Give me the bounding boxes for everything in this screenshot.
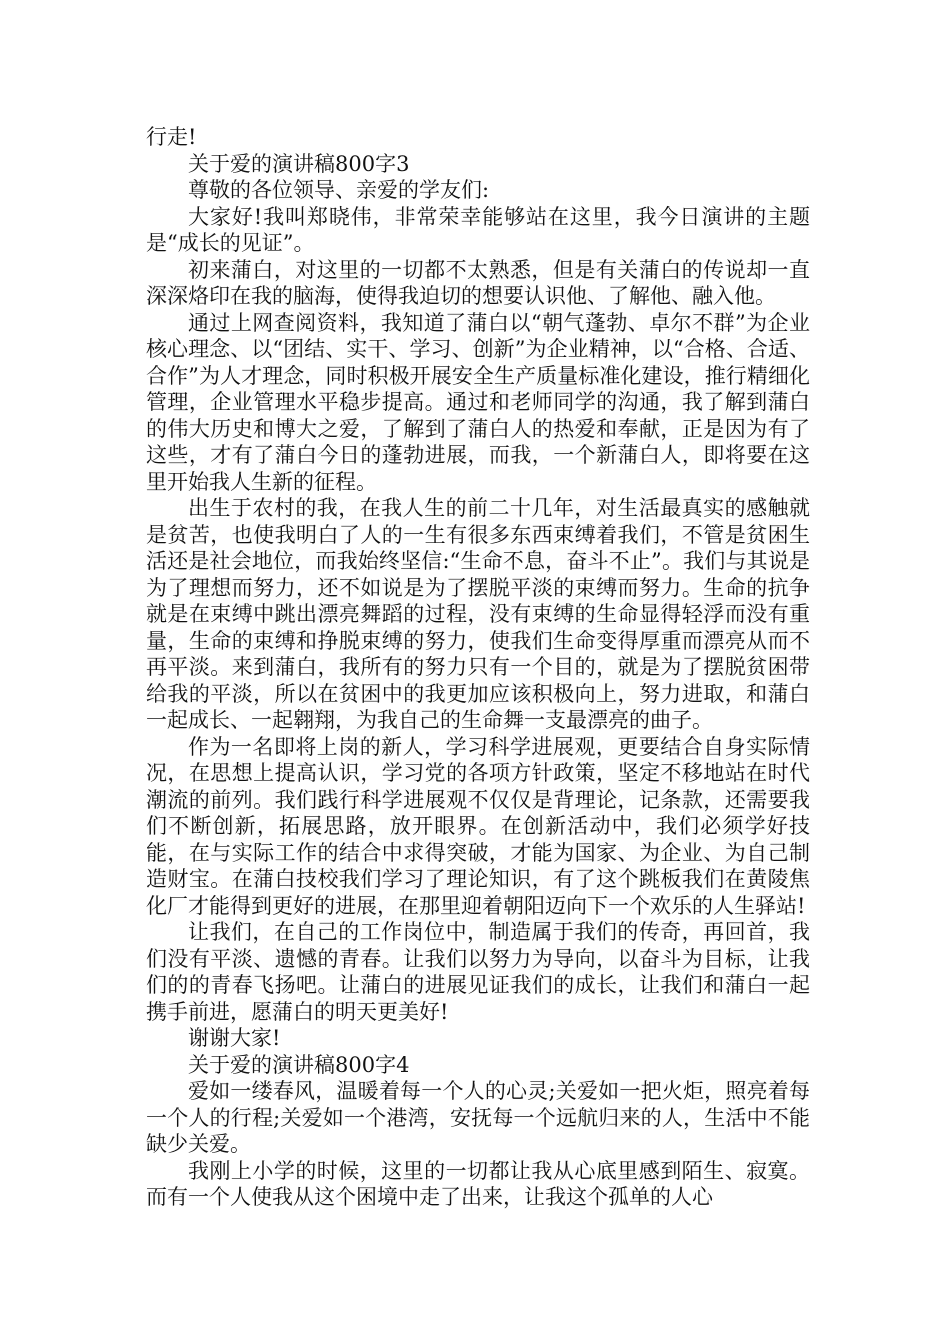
salutation: 尊敬的各位领导、亲爱的学友们: — [188, 178, 490, 202]
paragraph-continuation: 行走! — [146, 125, 197, 149]
paragraph-intro: 大家好!我叫郑晓伟，非常荣幸能够站在这里，我今日演讲的主题是“成长的见证”。 — [146, 204, 810, 255]
paragraph: 让我们，在自己的工作岗位中，制造属于我们的传奇，再回首，我们没有平淡、遗憾的青春。让我们以努力为导向，以奋斗为目标，让我们的的青春飞扬吧。让蒲白的进展见证我们的成长，让我们和蒲白一起携手前进，愿蒲白的明天更美好! — [146, 920, 810, 1024]
paragraph: 通过上网查阅资料，我知道了蒲白以“朝气蓬勃、卓尔不群”为企业核心理念、以“团结、实干、学习、创新”为企业精神，以“合格、合适、合作”为人才理念，同时积极开展安全生产质量标准化建设，推行精细化管理，企业管理水平稳步提高。通过和老师同学的沟通，我了解到蒲白的伟大历史和博大之爱，了解到了蒲白人的热爱和奉献，正是因为有了这些，才有了蒲白今日的蓬勃进展，而我，一个新蒲白人，即将要在这里开始我人生新的征程。 — [146, 310, 810, 494]
paragraph: 爱如一缕春风，温暖着每一个人的心灵;关爱如一把火炬，照亮着每一个人的行程;关爱如一个港湾，安抚每一个远航归来的人，生活中不能缺少关爱。 — [146, 1079, 810, 1156]
document-body — [146, 124, 810, 1211]
paragraph: 出生于农村的我，在我人生的前二十几年，对生活最真实的感触就是贫苦，也使我明白了人的一生有很多东西束缚着我们，不管是贫困生活还是社会地位，而我始终坚信:“生命不息，奋斗不止”。我们与其说是为了理想而努力，还不如说是为了摆脱平淡的束缚而努力。生命的抗争就是在束缚中跳出漂亮舞蹈的过程，没有束缚的生命显得轻浮而没有重量，生命的束缚和挣脱束缚的努力，使我们生命变得厚重而漂亮从而不再平淡。来到蒲白，我所有的努力只有一个目的，就是为了摆脱贫困带给我的平淡，所以在贫困中的我更加应该积极向上，努力进取，和蒲白一起成长、一起翱翔，为我自己的生命舞一支最漂亮的曲子。 — [146, 496, 810, 732]
section-heading-4: 关于爱的演讲稿800字4 — [188, 1052, 410, 1077]
paragraph: 我刚上小学的时候，这里的一切都让我从心底里感到陌生、寂寞。而有一个人使我从这个困境中走了出来，让我这个孤单的人心 — [146, 1158, 810, 1209]
paragraph: 初来蒲白，对这里的一切都不太熟悉，但是有关蒲白的传说却一直深深烙印在我的脑海，使得我迫切的想要认识他、了解他、融入他。 — [146, 257, 810, 308]
paragraph: 作为一名即将上岗的新人，学习科学进展观，更要结合自身实际情况，在思想上提高认识，学习党的各项方针政策，坚定不移地站在时代潮流的前列。我们践行科学进展观不仅仅是背理论，记条款，还需要我们不断创新，拓展思路，放开眼界。在创新活动中，我们必须学好技能，在与实际工作的结合中求得突破，才能为国家、为企业、为自己制造财宝。在蒲白技校我们学习了理论知识，有了这个跳板我们在黄陵焦化厂才能得到更好的进展，在那里迎着朝阳迈向下一个欢乐的人生驿站! — [146, 734, 810, 918]
closing-thanks: 谢谢大家! — [188, 1026, 281, 1050]
section-heading-3: 关于爱的演讲稿800字3 — [188, 151, 410, 176]
